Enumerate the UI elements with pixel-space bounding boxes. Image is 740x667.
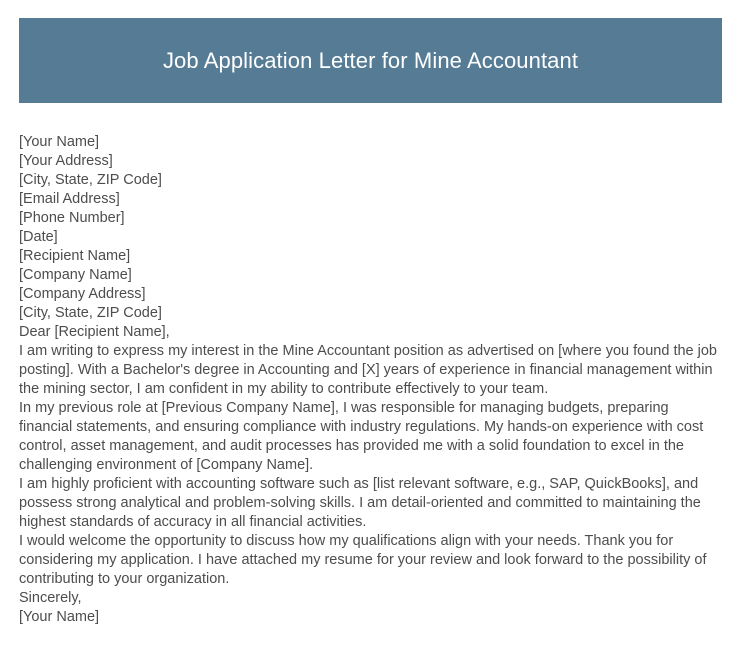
sender-line: [Date]	[19, 229, 58, 245]
closing-salutation: Sincerely,	[19, 590, 82, 606]
sender-line: [Your Name]	[19, 134, 100, 150]
body-paragraph: I am writing to express my interest in the Mine Accountant position as advertised on [where you found the job posting]. With a Bachelor's degree in Accounting and [X] years of experience in financial management within the mining sector, I am confident in my ability to contribute effectively to your team.	[19, 343, 717, 397]
letter-header-banner	[19, 18, 722, 103]
recipient-line: [City, State, ZIP Code]	[19, 305, 162, 321]
sender-line: [Phone Number]	[19, 210, 125, 226]
recipient-line: [Company Name]	[19, 267, 132, 283]
body-paragraph: I would welcome the opportunity to discuss how my qualifications align with your needs. Thank you for considering my application. I have attached my resume for your review and look forward to the possibility of contributing to your organization.	[19, 533, 707, 587]
recipient-address-block	[19, 247, 722, 323]
salutation: Dear [Recipient Name],	[19, 324, 170, 340]
recipient-line: [Recipient Name]	[19, 248, 131, 264]
recipient-line: [Company Address]	[19, 286, 146, 302]
body-paragraph: In my previous role at [Previous Company Name], I was responsible for managing budgets, preparing financial statements, and ensuring compliance with industry regulations. My hands-on experience with cost control, asset management, and audit processes has provided me with a solid foundation to excel in the challenging environment of [Company Name].	[19, 400, 704, 473]
sender-line: [City, State, ZIP Code]	[19, 172, 162, 188]
page-title: Job Application Letter for Mine Accountant	[162, 47, 579, 73]
signature-line: [Your Name]	[19, 609, 100, 625]
sender-line: [Email Address]	[19, 191, 120, 207]
sender-address-block	[19, 133, 722, 247]
letter-body	[19, 133, 722, 627]
body-paragraph: I am highly proficient with accounting software such as [list relevant software, e.g., SAP, QuickBooks], and possess strong analytical and problem-solving skills. I am detail-oriented and committed to maintaining the highest standards of accuracy in all financial activities.	[19, 476, 701, 530]
sender-line: [Your Address]	[19, 153, 113, 169]
